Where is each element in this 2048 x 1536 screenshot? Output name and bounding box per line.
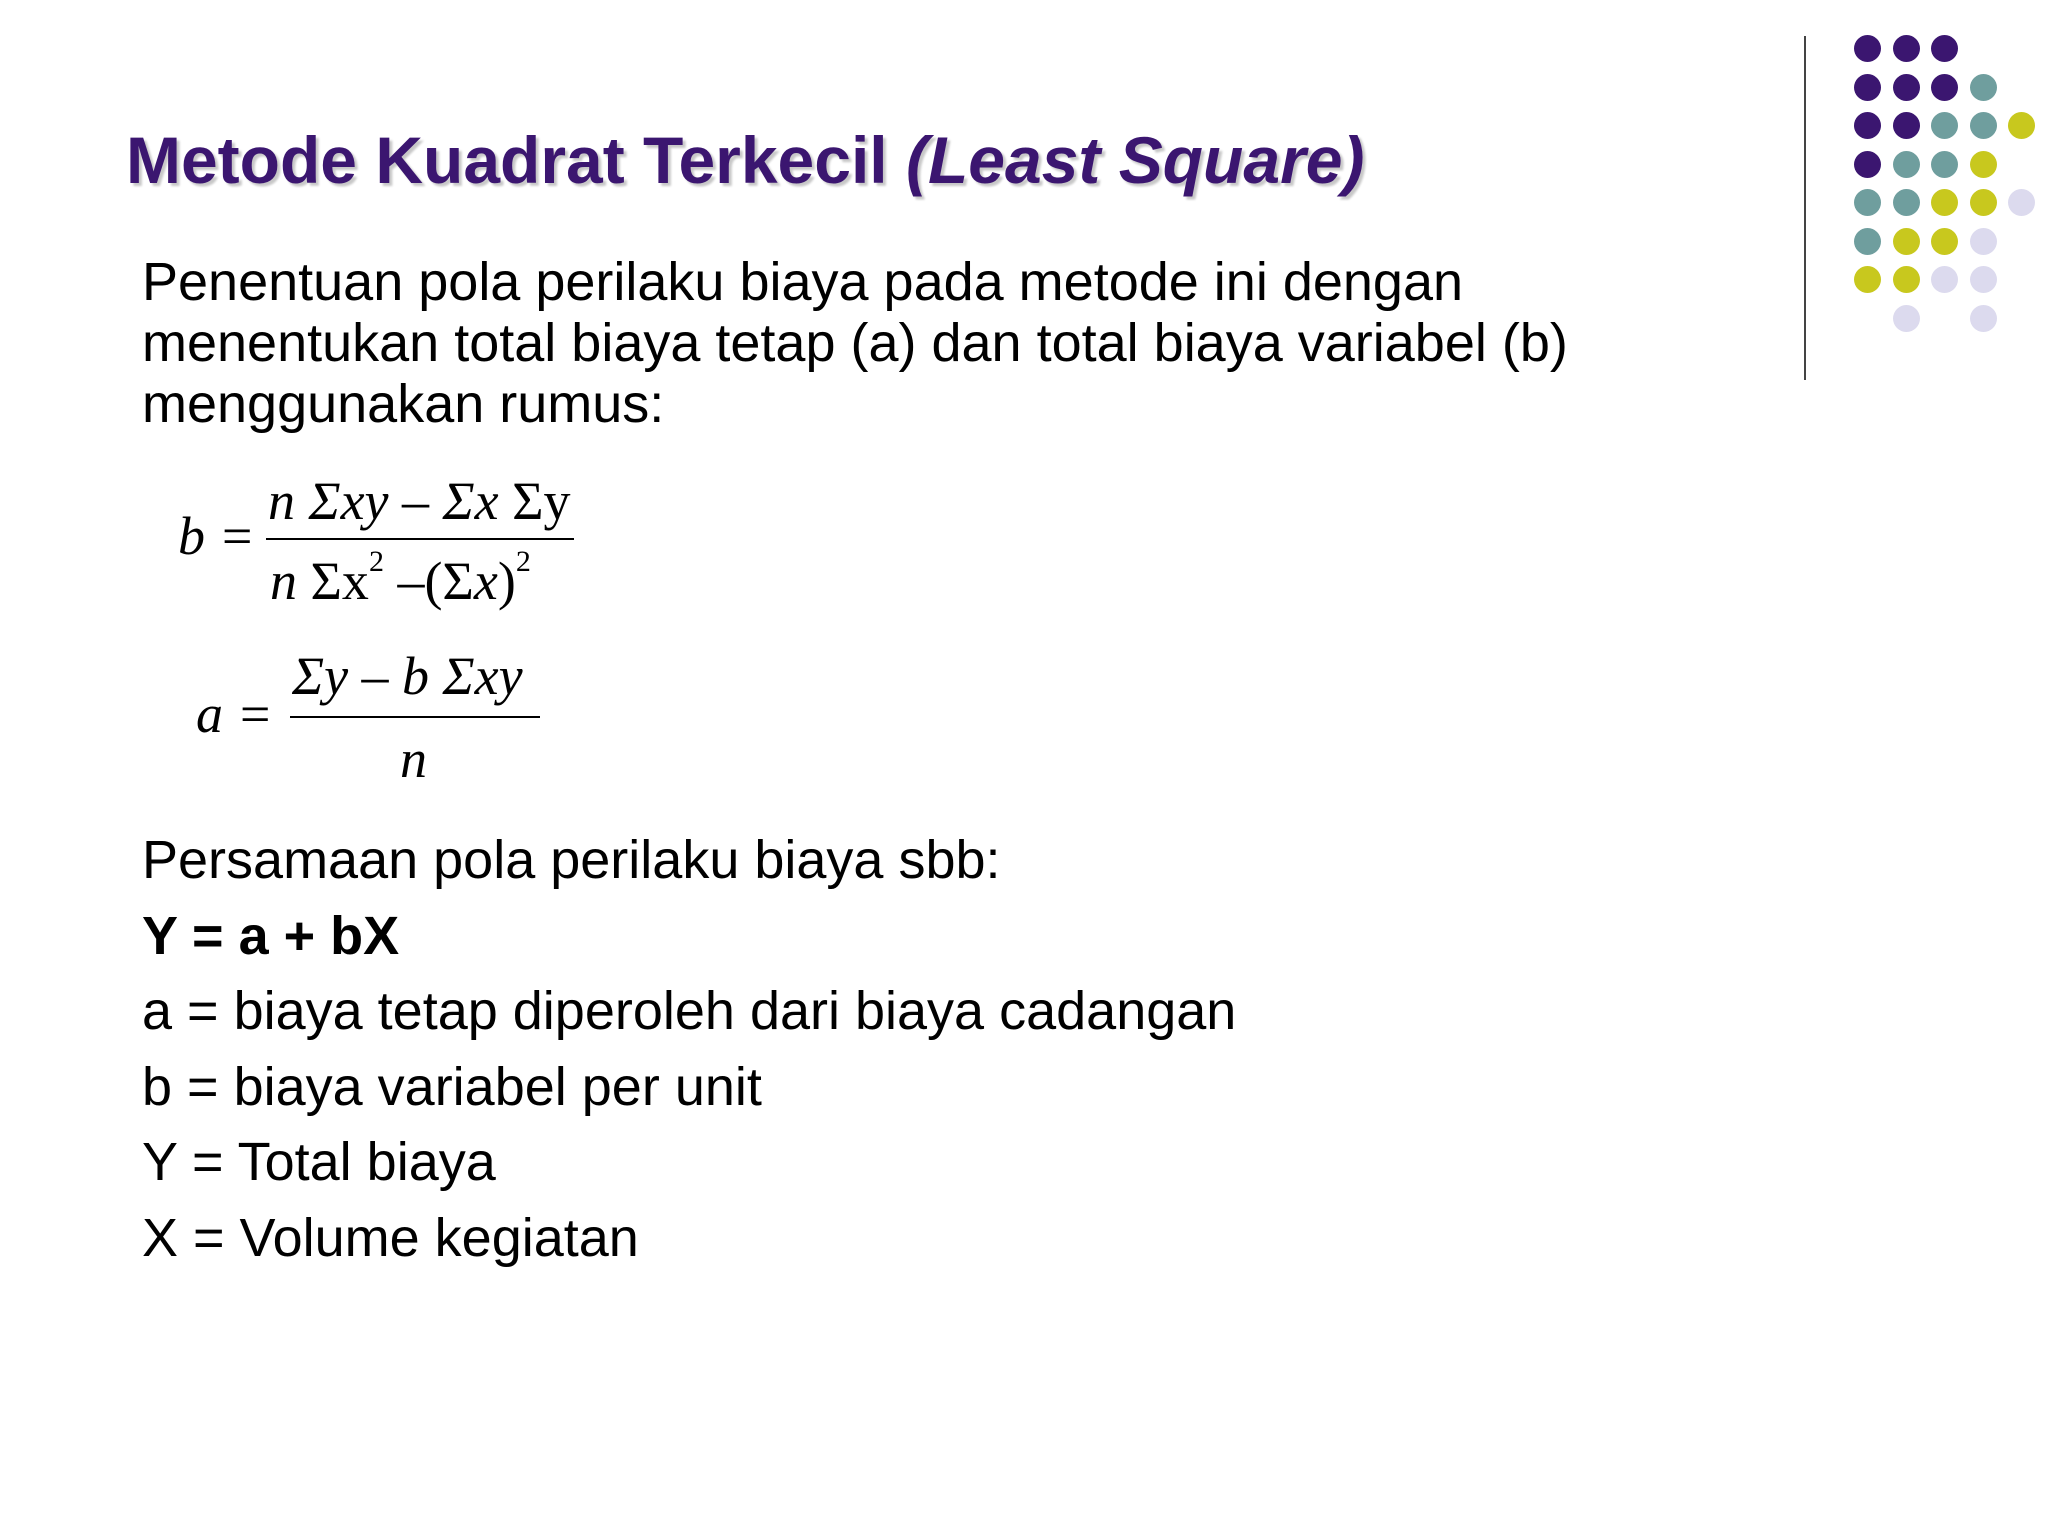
decor-dot-olive [2008,112,2035,139]
definition-y: Y = Total biaya [142,1132,496,1192]
formula-b-den-minus: –(Σ [383,551,474,611]
formula-b-den-sumx2: Σx [297,551,369,611]
decor-dot-teal [1854,189,1881,216]
decor-dot-teal [1893,189,1920,216]
decor-dot-lavender [1970,266,1997,293]
decor-dot-olive [1931,189,1958,216]
formula-a-numerator: Σy – b Σxy [292,646,523,706]
decor-dot-lavender [1893,305,1920,332]
decor-dot-purple [1931,35,1958,62]
formula-b-num-n: n [268,471,295,531]
formula-b-num-sumx: Σx [442,471,499,531]
formula-b-denominator [270,545,531,612]
formula-b-den-n: n [270,551,297,611]
decor-dot-teal [1970,74,1997,101]
decor-dot-olive [1854,266,1881,293]
definition-x: X = Volume kegiatan [142,1207,639,1268]
decor-dot-purple [1854,35,1881,62]
formula-b-numerator [268,470,571,532]
decor-dot-purple [1854,151,1881,178]
decor-dot-purple [1893,35,1920,62]
persamaan-heading: Persamaan pola perilaku biaya sbb: [142,830,1001,890]
decor-dot-lavender [1970,228,1997,255]
decor-dot-olive [1893,266,1920,293]
decor-dot-purple [1931,74,1958,101]
formula-b-num-sumxy: Σxy [308,471,389,531]
decor-dot-purple [1893,112,1920,139]
formula-a-fraction-bar [290,716,540,718]
formula-b-num-sumy: Σy [498,471,571,531]
decor-dot-teal [1970,112,1997,139]
formula-b-lhs: b = [178,506,255,566]
formula-b-den-exp1: 2 [368,545,384,578]
formula-b-den-exp2: 2 [515,545,531,578]
decor-dot-teal [1893,151,1920,178]
decor-dot-lavender [1970,305,1997,332]
formula-a-denominator: n [400,729,427,789]
decor-dot-olive [1970,151,1997,178]
decor-dot-teal [1854,228,1881,255]
title-italic: (Least Square) [905,123,1365,197]
formula-b-den-x: x [473,551,498,611]
decor-dot-lavender [2008,189,2035,216]
decor-dot-teal [1931,151,1958,178]
definition-b: b = biaya variabel per unit [142,1056,762,1117]
formula-b-den-close: ) [497,551,516,611]
formula-b-num-minus: – [388,471,443,531]
decor-dot-olive [1893,228,1920,255]
decor-dot-purple [1854,74,1881,101]
decor-dot-lavender [1931,266,1958,293]
formula-b-fraction-bar [266,538,574,540]
vertical-divider [1804,36,1806,380]
definition-a: a = biaya tetap diperoleh dari biaya cadangan [142,981,1237,1041]
equation-line: Y = a + bX [142,905,400,966]
decor-dot-olive [1970,189,1997,216]
decor-dot-purple [1854,112,1881,139]
slide-title [126,120,1364,200]
intro-paragraph: Penentuan pola perilaku biaya pada metode ini dengan menentukan total biaya tetap (a) dan total biaya variabel (b) menggunakan rumus: [142,252,1568,434]
definition-list [142,828,1236,1281]
title-main: Metode Kuadrat Terkecil [126,123,906,197]
decor-dot-purple [1893,74,1920,101]
decor-dot-teal [1931,112,1958,139]
decor-dot-olive [1931,228,1958,255]
formula-a-lhs: a = [196,684,273,744]
